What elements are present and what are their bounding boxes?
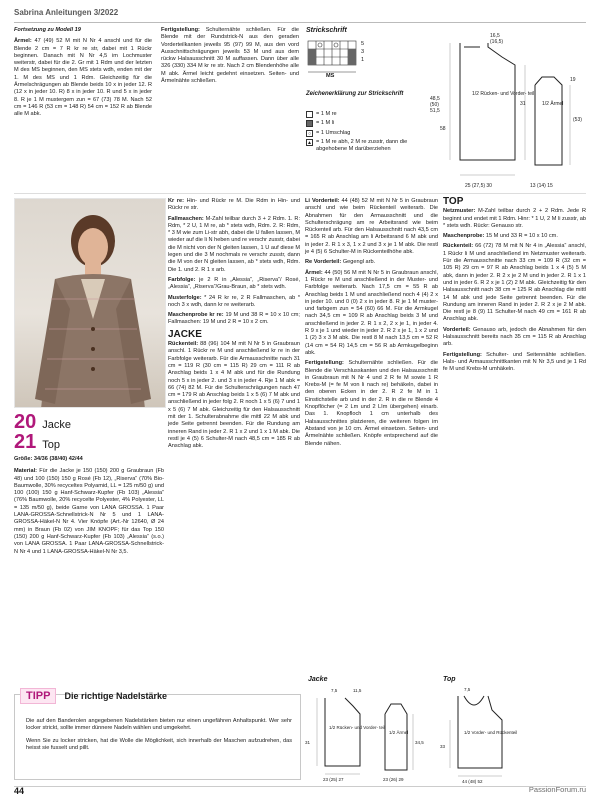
- mid-column-2: [305, 198, 438, 451]
- legend-purl-icon: [306, 120, 313, 127]
- legend-item-knit: [306, 111, 424, 118]
- continuation-line: Fortsetzung zu Modell 19: [14, 27, 81, 33]
- schem-label-5: (50): [430, 102, 439, 108]
- netz-paragraph: [443, 208, 586, 230]
- schem-label-7: 58: [440, 126, 446, 132]
- sleeve-text: 47 (49) 52 M mit N Nr 4 anschl und für die Blende 2 cm = 7 R kr re str, dabei mit 1 Rückr beginnen. Danach mit N Nr 4,5 im Lochmuster weiterstr, dabei für die 2. Gr mit 1 Rdm und der letzten M des MS beginnen, den MS stets wdh, enden mit der 1. M des MS und 1 Rdm. Gleichzeitig für die Ärmelschrägungen ab Blende beids 10 x in jeder 12. R (12 x in jeder 10. R) 8 x in jeder 10. R und 5 x in jeder 8. R je 1 M mustergem zun = 67 (73) 78 M. Nach 52 cm = 146 R (53 cm = 148 R) 54 cm = 152 R ab Blende alle M abk.: [14, 38, 152, 118]
- schem-label-10: 19: [570, 77, 576, 83]
- tip-header: [20, 688, 167, 704]
- schem-label-0: 16,5: [490, 33, 500, 39]
- model-photo: [14, 198, 166, 408]
- re-label: Re Vorderteil:: [305, 259, 342, 266]
- jacke-lbl-15: 1/2 Ärmel: [389, 730, 409, 735]
- probe2-label: Maschenprobe:: [443, 233, 485, 240]
- jacke-lbl-16: 34,5: [415, 740, 424, 745]
- legend-decrease-text: = 1 M re abh, 2 M re zusstr, dann die abgehobene M darüberziehen: [316, 138, 408, 153]
- schem-label-8: 1/2 Rücken- und Vorder- teil: [472, 91, 535, 97]
- fertig-paragraph: [305, 360, 438, 448]
- top-lbl-8: 1/2 Vorder- und Rückenteil: [464, 730, 518, 735]
- site-watermark: PassionForum.ru: [528, 785, 586, 794]
- schematic-body-sleeve: [430, 25, 586, 195]
- farb-text: je 2 R in „Alessia“, „Riserva“/ Rosé, „Alessia“, „Riserva“/Grau-Braun, ab * stets wdh.: [168, 276, 300, 291]
- re-text: Gegengl arb.: [342, 259, 376, 266]
- li-paragraph: [305, 198, 438, 256]
- legend-item-decrease: [306, 139, 424, 154]
- legend-item-yarnover: [306, 130, 424, 137]
- vorder-paragraph: [443, 327, 586, 349]
- footer-rule: [14, 786, 586, 787]
- fertig2-label: Fertigstellung:: [443, 351, 482, 358]
- vorder-label: Vorderteil:: [443, 326, 471, 333]
- rueck-paragraph: [168, 341, 300, 450]
- muster-paragraph: [168, 295, 300, 310]
- jacke-lbl-20: 23 (25) 27: [323, 777, 344, 782]
- chart-ms-label: MS: [326, 73, 335, 79]
- finishing-text: Schulternähte schließen. Für die Blende mit der Rundstrick-N aus den geraden Vorderteilkanten jeweils 95 (97) 99 M, aus den vord Ausschnittschrägungen jeweils 53 M und aus dem rückw Halsausschnitt 30 M auffassen. Dann über alle 326 (330) 334 M kr re str. Nach 2 cm Blendenhöhe alle M abk. Ärmel leicht gedehnt einsetzen. Seiten- und Ärmelnähte schließen.: [161, 27, 300, 85]
- knitting-chart-section: [306, 27, 426, 187]
- probe-label: Maschenprobe kr re:: [168, 312, 224, 319]
- muster-label: Musterfolge:: [168, 294, 202, 301]
- fertig2-text: Schulter- und Seitennähte schließen. Hals- und Armausschnittkanten mit N Nr 3,5 und je 1 Rd fe M und Krebs-M umhäkeln.: [443, 351, 586, 373]
- chart-row-1: 1: [361, 57, 365, 63]
- rueck2-paragraph: [443, 243, 586, 323]
- material-paragraph: [14, 468, 164, 556]
- fall-text: M-Zahl teilbar durch 3 + 2 Rdm. 1. R: Rdm, * 2 U, 1 M re, ab * stets wdh, Rdm. 2. R: Rdm, * 3 M wie zum Li-str abh, dabei die U fallen lassen, M wieder auf die li N heben und re verschr zusstr, dabei die M nicht von der N gleiten lassen, 1 U auf diese M legen und die 3 M nochmals re verschr zusstr, dann die M von der N gleiten lassen, ab * stets wdh, Rdm. Die 1. und 2. R 1 x arb.: [168, 215, 300, 273]
- li-text: 44 (48) 52 M mit N Nr 5 in Graubraun anschl und wie beim Rückenteil weiterarb. Die Abnahmen für den Armausschnitt und die Schulterschrägung am re Arbeitsrand wie beim Rückenteil arb. Für den Halsausschnitt nach 43,5 cm = 165 R ab Anschlag am li Arbeitsrand 6 M abk und in jeder 2. R 1 x 3, 1 x 2 und 3 x je 1 M abk. Die restl je 4 (5) 6 Schulter-M in Rückenteilhöhe abk.: [305, 198, 438, 256]
- re-paragraph: [305, 259, 438, 266]
- header-rule: [14, 22, 586, 23]
- section-divider: [14, 193, 586, 194]
- krre-label: Kr re:: [168, 198, 185, 204]
- top-heading: TOP: [443, 196, 464, 207]
- knitting-chart-grid: [306, 39, 366, 79]
- schem-label-1: (16,5): [490, 39, 504, 45]
- probe2-text: 15 M und 33 R = 10 x 10 cm.: [485, 233, 558, 240]
- schem-label-16: 1/2 Ärmel: [542, 101, 564, 107]
- krre-paragraph: [168, 198, 300, 213]
- jacke-schematic: [305, 684, 435, 784]
- legend-title: Zeichenerklärung zur Strickschrift: [306, 91, 404, 97]
- jacke-diagram-title: Jacke: [308, 676, 328, 683]
- probe2-paragraph: [443, 233, 586, 240]
- chart-row-5: 5: [361, 41, 365, 47]
- aermel-text: 44 (50) 56 M mit N Nr 5 in Graubraun anschl, 1 Rückr re M und anschließend in der Muster- und Farbfolge weiterarb. Nach 17,5 cm = 55 R ab Anschlag beids 1 M und anschließend noch 4 (4) 2 x in jeder 10. und 0 (0) 2 x in jeder 8. R je 1 M muster- und farbgem zun = 54 (60) 66 M. Für die Armkugel nach 34,5 cm = 109 R ab Anschlag beids 3 M und anschließend in jeder 2. R 1 x 2, 2 x je 1, in jeder 4. R 9 x je 1 und wieder in jeder 2. R 2 x je 1, 1 x 2 und 1 (2) 3 x 3 M abk. Die restl 8 M nach 13,5 cm = 52 R (14 cm = 54 R) 14,5 cm = 56 R ab Armkugelbeginn abk.: [305, 269, 438, 356]
- fertig-label: Fertigstellung:: [305, 360, 344, 367]
- tip-paragraph-2: Wenn Sie zu locker stricken, hat die Wolle die Möglichkeit, sich innerhalb der Maschen aufzudrehen, das heisst sie fusselt und pillt.: [26, 737, 292, 751]
- rueck-label: Rückenteil:: [168, 341, 199, 348]
- muster-text: * 24 R kr re, 2 R Fallmaschen, ab * noch 3 x wdh, dann kr re weiterarb.: [168, 294, 300, 308]
- fall-label: Fallmaschen:: [168, 215, 204, 222]
- model-number-21: 21: [14, 431, 37, 453]
- model-number-20: 20: [14, 411, 37, 433]
- tip-title: Die richtige Nadelstärke: [64, 691, 167, 701]
- top-diagram-title: Top: [443, 676, 456, 683]
- material-text-body: Für die Jacke je 150 (150) 200 g Graubraun (Fb 48) und 100 (150) 150 g Rosé (Fb 12), „Riserva“ (70% Bio-Baumwolle, 30% recyceltes Polyamid, LL = 125 m/50 g) und 100 (100) 150 g Hanf-Schwarz-Kupfer (Fb 103) „Alessia“ (76% Baumwolle, 20% recycelte Polyester, 4% Polyester, LL = 135 m/50 g), beide Garne von LANA GROSSA. 1 Paar LANA-GROSSA-Schnellstrick-N Nr 5 und 1 LANA-GROSSA-Häkel-N Nr 4. Vier Knöpfe (Art.-Nr 12640, Ø 24 mm) in Braun (Fb 02) von JIM KNOPF; für das Top 150 (150) 200 g Hanf-Schwarz-Kupfer (Fb 103) „Alessia“ (s.o.) von LANA GROSSA. 1 Paar LANA-GROSSA-Schnellstrick-N Nr 4 und 1 LANA-GROSSA-Häkel-N Nr 3,5.: [14, 468, 164, 555]
- schem-label-9: 31: [520, 101, 526, 107]
- rueck-text: 88 (96) 104 M mit N Nr 5 in Graubraun anschl. 1 Rückr re M und anschließend kr re in der Farbfolge weiterarb. Für die Armausschnitte nach 31 cm = 119 R (30 cm = 115 R) 29 cm = 111 R ab Anschlag beids 1 x 4 M abk und für die Rundung noch 5 x in jeder 2. und 3 x in jeder 4. Rje 1 M abk = 66 (74) 82 M. Für die Schulterschrägungen nach 47 cm = 179 R ab Anschlag beids 1 x 5 (6) 7 M abk und anschließend in jeder folg 2. R noch 1 x 5 (6) 7 und 1 x 5 (6) 7 M abk. Gleichzeitig für den Halsausschnitt mit der 1. Schulterabnahme die mittl 22 M abk und jede Seite getrennt beenden. Für die Rundung am inneren Rand in jeder 2. R 1 x 2 und 1 x 1 M abk. Die restl je 4 (5) 6 Schulter-M nach 48,5 cm = 185 R ab Anschlag abk.: [168, 341, 300, 450]
- legend-list: [306, 111, 424, 155]
- legend-purl-text: = 1 M li: [316, 120, 335, 127]
- top-schematic: [440, 684, 520, 784]
- legend-yarnover-text: = 1 Umschlag: [316, 129, 351, 136]
- material-text: [14, 456, 164, 559]
- aermel-label: Ärmel:: [305, 269, 323, 276]
- netz-text: M-Zahl teilbar durch 2 + 2 Rdm. Jede R beginnt und endet mit 1 Rdm. Hinr: * 1 U, 2 M li zusstr, ab * stets wdh. Rückr: Genauso str.: [443, 208, 586, 229]
- top-lbl-9: 33: [440, 744, 446, 749]
- tip-paragraph-1: Die auf den Banderolen angegebenen Nadelstärken bieten nur einen ungefähren Anhaltspunkt. Wer sehr locker strickt, sollte immer dünnere Nadeln wählen und umgekehrt.: [26, 718, 292, 732]
- finishing-paragraph: [161, 27, 299, 85]
- legend-knit-icon: [306, 111, 313, 118]
- legend-knit-text: = 1 M re: [316, 111, 337, 117]
- top-lbl-13: 44 (48) 52: [462, 779, 483, 784]
- model-name-jacke: Jacke: [42, 419, 71, 431]
- top-lbl-0: 7,5: [464, 687, 471, 692]
- jacke-lbl-12: 31: [305, 740, 311, 745]
- schem-label-14: (53): [573, 117, 582, 123]
- jacke-lbl-3: 11,5: [353, 688, 362, 693]
- schem-label-6: 51,5: [430, 108, 440, 114]
- jacke-lbl-0: 7,5: [331, 688, 338, 693]
- sleeve-paragraph: [14, 38, 152, 118]
- vorder-text: Genauso arb, jedoch die Abnahmen für den Halsausschnitt bereits nach 35 cm = 115 R ab Anschlag arb.: [443, 326, 586, 348]
- schem-label-4: 48,5: [430, 96, 440, 102]
- model-heading: [14, 412, 164, 452]
- fertig2-paragraph: [443, 352, 586, 374]
- col2-text: [161, 27, 299, 88]
- tip-body: [26, 718, 292, 755]
- finishing-label: Fertigstellung:: [161, 27, 200, 33]
- col1-text: [14, 27, 152, 122]
- size-line: Größe: 34/36 (38/40) 42/44: [14, 456, 83, 462]
- model-name-top: Top: [42, 439, 60, 451]
- legend-item-purl: [306, 120, 424, 127]
- sleeve-label: Ärmel:: [14, 38, 32, 45]
- jacke-lbl-11: 1/2 Rücken- und Vorder- teil: [329, 725, 386, 730]
- chart-row-3: 3: [361, 49, 365, 55]
- li-label: Li Vorderteil:: [305, 198, 340, 204]
- schem-label-19: 25 (27,5) 30: [465, 183, 492, 189]
- rueck2-text: 66 (72) 78 M mit N Nr 4 in „Alessia“ anschl, 1 Rückr li M und anschließend im Netzmuster weiterarb. Für die Armausschnitte nach 33 cm = 109 R (32 cm = 105 R) 29 cm = 97 R ab Anschlag beids 1 x 4 (5) 5 M abk, dann in jeder 2. R 2 x je 2 M und in jeder 2. R 1 x 1 und in jeder 6. R 2 x je 1 (2) 2 M abk. Gleichzeitig für den Halsausschnitt nach 38 cm = 125 R ab Anschlag die mittl 14 M abk und jede Seite getrennt beenden. Für die Rundung am inneren Rand in jeder 2. R 2 x je 2 M abk. Die restl je 8 (9) 11 Schulter-M nach 49 cm = 161 R ab Anschlag abk.: [443, 243, 586, 323]
- schem-label-20: 13 (14) 15: [530, 183, 553, 189]
- netz-label: Netzmuster:: [443, 208, 476, 215]
- probe-paragraph: [168, 312, 300, 327]
- jacke-heading: JACKE: [168, 328, 202, 340]
- right-column: [443, 198, 586, 377]
- tip-label: TIPP: [20, 688, 56, 704]
- magazine-header: Sabrina Anleitungen 3/2022: [14, 8, 119, 17]
- aermel-paragraph: [305, 270, 438, 358]
- material-label: Material:: [14, 468, 38, 475]
- model-photo-illustration: [15, 199, 166, 408]
- fertig-text: Schulternähte schließen. Für die Blende die Verschlusskanten und den Halsausschnitt in Graubraun mit N Nr 4 und 2 R fe M sowie 1 R Krebs-M (= fe M von li nach re) behäkeln, dabei in den oberen Ecken in der 2. R 2 fe M in 1 Einstichstelle arb und in der 2. R in die re Blende 4 Knopflöcher (= 2 Lm und 2 LIm übergehen) einarb. Das 1. Knopfloch 1 cm unterhalb des Halsausschnittes platzieren, die weiteren folgen im Abstand von je 10 cm. Ärmel einsetzen. Seiten- und Ärmelnähte schließen. Knöpfe entsprechend auf die Blende nähen.: [305, 360, 439, 447]
- chart-title: Strickschrift: [306, 27, 347, 34]
- page-number: 44: [14, 786, 25, 796]
- krre-text: Hin- und Rückr re M. Die Rdm in Hin- und Rückr re str.: [168, 198, 300, 212]
- rueck2-label: Rückenteil:: [443, 243, 474, 250]
- fall-paragraph: [168, 216, 300, 274]
- legend-decrease-icon: ▲: [307, 139, 312, 146]
- probe-text: 19 M und 38 R = 10 x 10 cm; Fallmaschen: 19 M und 2 R = 10 x 2 cm.: [168, 312, 300, 326]
- legend-yarnover-icon: ○: [307, 130, 312, 137]
- jacke-lbl-26: 23 (26) 29: [383, 777, 404, 782]
- mid-column: [168, 198, 300, 454]
- farb-paragraph: [168, 277, 300, 292]
- farb-label: Farbfolge:: [168, 276, 196, 283]
